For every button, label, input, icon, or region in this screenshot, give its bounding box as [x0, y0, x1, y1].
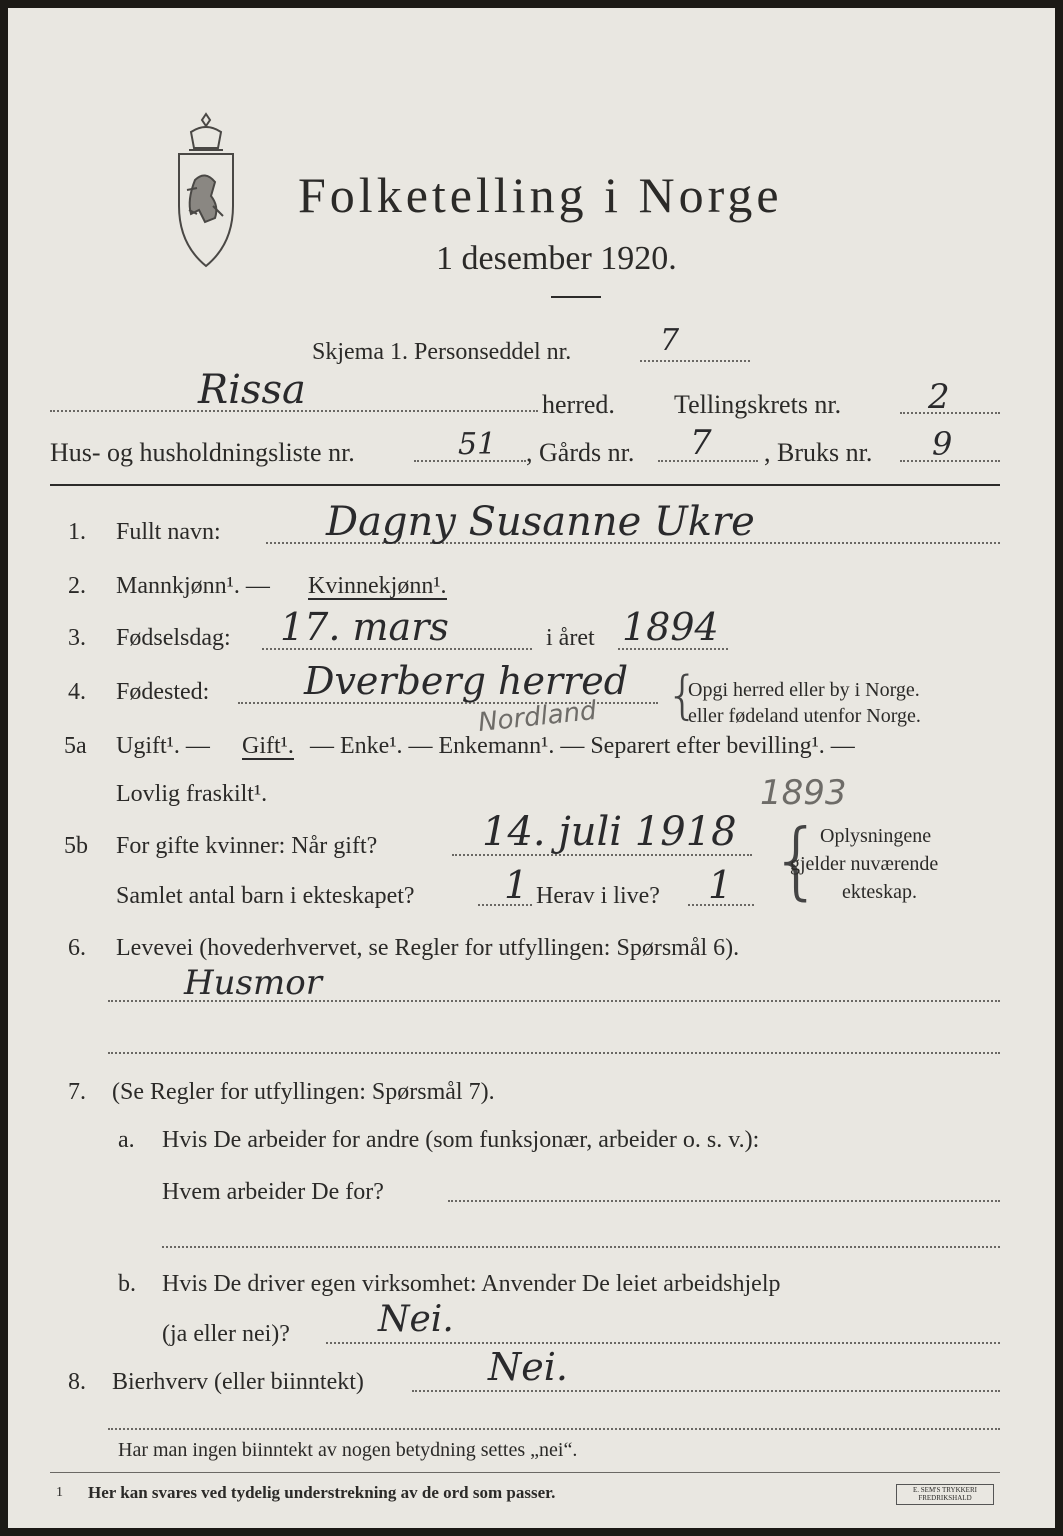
q6-value: Husmor	[184, 963, 322, 1003]
q3-value: 17. mars	[280, 605, 449, 649]
q7a-line2: Hvem arbeider De for?	[162, 1179, 384, 1205]
q4-brace: {	[666, 666, 700, 726]
norwegian-coat-of-arms	[173, 110, 239, 270]
q8-line-extra	[108, 1428, 1000, 1430]
q5b-note-line2: gjelder nuværende	[790, 853, 939, 875]
q5b-value: 14. juli 1918	[482, 809, 737, 855]
q8-hint: Har man ingen biinntekt av nogen betydning settes „nei“.	[118, 1439, 578, 1461]
q5b-children-value: 1	[504, 863, 529, 907]
tellingskrets-line	[900, 412, 1000, 414]
q2-male: Mannkjønn¹. —	[116, 573, 270, 599]
title-divider	[551, 296, 601, 298]
q7b-line	[326, 1342, 1000, 1344]
footnote-rule	[50, 1472, 1000, 1473]
q5b-pencil-year: 1893	[760, 773, 847, 813]
q4-note-value: Nordland	[476, 695, 598, 739]
tellingskrets-label: Tellingskrets nr.	[674, 390, 842, 419]
skjema-line	[640, 360, 750, 362]
q7b-line2: (ja eller nei)?	[162, 1321, 290, 1347]
q6-label: Levevei (hovederhvervet, se Regler for utfyllingen: Spørsmål 6).	[116, 935, 740, 961]
q7b-value: Nei.	[378, 1299, 454, 1340]
q4-note-line1: Opgi herred eller by i Norge.	[688, 679, 920, 701]
q8-label: Bierhverv (eller biinntekt)	[112, 1369, 364, 1395]
header-rule	[50, 484, 1000, 486]
q2-number: 2.	[68, 573, 86, 599]
q7a-line-extra	[162, 1246, 1000, 1248]
footnote-mark: 1	[56, 1485, 63, 1500]
q6-number: 6.	[68, 935, 86, 961]
q7b-letter: b.	[118, 1271, 136, 1297]
q7b-line1: Hvis De driver egen virksomhet: Anvender De leiet arbeidshjelp	[162, 1271, 781, 1297]
q5b-label: For gifte kvinner: Når gift?	[116, 833, 378, 859]
census-date: 1 desember 1920.	[436, 240, 677, 277]
q3-number: 3.	[68, 625, 86, 651]
q1-number: 1.	[68, 519, 86, 545]
q7a-line1: Hvis De arbeider for andre (som funksjonær, arbeider o. s. v.):	[162, 1127, 760, 1153]
q1-label: Fullt navn:	[116, 519, 221, 545]
q4-note-line2: eller fødeland utenfor Norge.	[688, 705, 921, 727]
q2-female: Kvinnekjønn¹.	[308, 573, 447, 599]
tellingskrets-value: 2	[928, 377, 950, 417]
q1-value: Dagny Susanne Ukre	[326, 499, 755, 545]
footnote-text: Her kan svares ved tydelig understrekning av de ord som passer.	[88, 1483, 556, 1502]
form-title: Folketelling i Norge	[298, 167, 783, 223]
q8-value: Nei.	[488, 1345, 568, 1389]
printer-stamp: E. SEM'S TRYKKERI FREDRIKSHALD	[896, 1484, 994, 1505]
q6-line2	[108, 1052, 1000, 1054]
herred-value: Rissa	[198, 367, 306, 413]
q5a-ugift: Ugift¹. —	[116, 733, 210, 759]
hus-label: Hus- og husholdningsliste nr.	[50, 438, 355, 467]
q5a-number: 5a	[64, 733, 87, 759]
skjema-label: Skjema 1. Personseddel nr.	[312, 339, 572, 365]
q4-label: Fødested:	[116, 679, 210, 705]
q5a-gift: Gift¹.	[242, 733, 294, 759]
q3-year-value: 1894	[622, 605, 719, 649]
q7-label: (Se Regler for utfyllingen: Spørsmål 7).	[112, 1079, 495, 1105]
q5b-note-line1: Oplysningene	[820, 825, 932, 847]
q3-year-label: i året	[546, 625, 595, 651]
q5b-alive-label: Herav i live?	[536, 883, 660, 909]
q7-number: 7.	[68, 1079, 86, 1105]
gards-label: , Gårds nr.	[526, 438, 635, 467]
q5b-children-label: Samlet antal barn i ekteskapet?	[116, 883, 415, 909]
q4-number: 4.	[68, 679, 86, 705]
q8-line	[412, 1390, 1000, 1392]
q6-line1	[108, 1000, 1000, 1002]
q7a-letter: a.	[118, 1127, 135, 1153]
census-form	[8, 8, 1055, 1528]
q5b-note-line3: ekteskap.	[842, 881, 917, 903]
q5b-alive-value: 1	[708, 863, 733, 907]
q5a-rest: — Enke¹. — Enkemann¹. — Separert efter bevilling¹. —	[310, 733, 855, 759]
hus-value: 51	[458, 427, 497, 462]
q5a-line2: Lovlig fraskilt¹.	[116, 781, 268, 807]
q4-value: Dverberg herred	[304, 659, 629, 703]
q8-number: 8.	[68, 1369, 86, 1395]
q5b-brace: {	[770, 811, 824, 909]
bruks-label: , Bruks nr.	[764, 438, 873, 467]
q5b-number: 5b	[64, 833, 88, 859]
herred-label: herred.	[542, 390, 615, 419]
gards-value: 7	[690, 423, 712, 463]
skjema-value: 7	[660, 323, 680, 358]
q3-label: Fødselsdag:	[116, 625, 231, 651]
q7a-line	[448, 1200, 1000, 1202]
bruks-value: 9	[932, 425, 953, 463]
